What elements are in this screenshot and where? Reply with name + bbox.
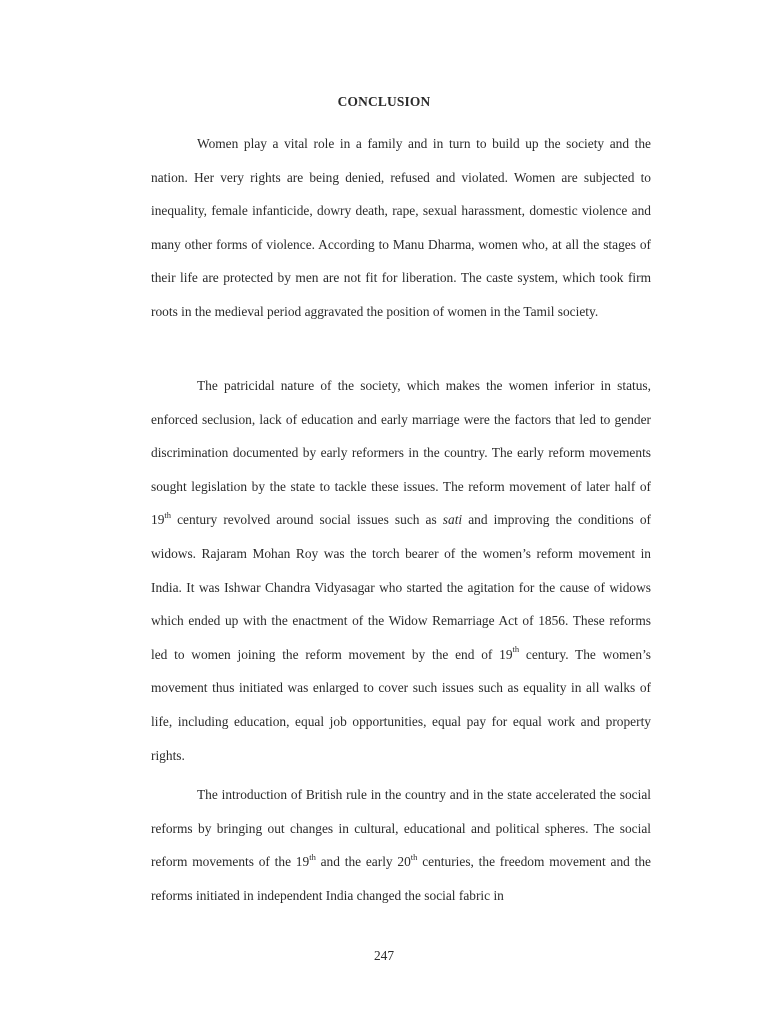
paragraph-2-text-3: and improving the conditions of widows. Rajaram Mohan Roy was the torch bearer of the women’s reform movement in India. It was Ishwar Chandra Vidyasagar who started the agitation for the cause of widows which ended up with the enactment of the Widow Remarriage Act of 1856. These reforms led to women joining the reform movement by the end of 19 — [151, 512, 651, 662]
italic-term-sati: sati — [442, 512, 463, 528]
superscript-th: th — [512, 644, 520, 655]
paragraph-2 — [151, 369, 651, 772]
superscript-th: th — [164, 509, 172, 520]
superscript-th: th — [309, 851, 316, 862]
paragraph-1-text: Women play a vital role in a family and in turn to build up the society and the nation. Her very rights are being denied, refused and violated. Women are subjected to inequality, female infanticide, dowry death, rape, sexual harassment, domestic violence and many other forms of violence. According to Manu Dharma, women who, at all the stages of their life are protected by men are not fit for liberation. The caste system, which took firm roots in the medieval period aggravated the position of women in the Tamil society. — [151, 136, 651, 319]
paragraph-2-text-1: The patricidal nature of the society, which makes the women inferior in status, enforced seclusion, lack of education and early marriage were the factors that led to gender discrimination documented by early reformers in the country. The early reform movements sought legislation by the state to tackle these issues. The reform movement of later half of 19 — [151, 378, 651, 528]
paragraph-3-text-3: centuries, the freedom movement and the reforms initiated in independent India changed the social fabric in — [151, 854, 651, 903]
section-heading: CONCLUSION — [337, 94, 431, 109]
paragraph-2-text-4: century. The women’s movement thus initiated was enlarged to cover such issues such as equality in all walks of life, including education, equal job opportunities, equal pay for equal work and property rights. — [151, 646, 651, 763]
paragraph-3-text-1: The introduction of British rule in the country and in the state accelerated the social reforms by bringing out changes in cultural, educational and political spheres. The social reform movements of the 19 — [151, 787, 651, 870]
superscript-th: th — [410, 851, 418, 862]
paragraph-3 — [151, 778, 651, 912]
paragraph-3-text-2: and the early 20 — [315, 854, 411, 870]
page-number: 247 — [373, 948, 395, 963]
paragraph-2-text-2: century revolved around social issues such as — [171, 512, 443, 528]
paragraph-1 — [151, 127, 651, 329]
